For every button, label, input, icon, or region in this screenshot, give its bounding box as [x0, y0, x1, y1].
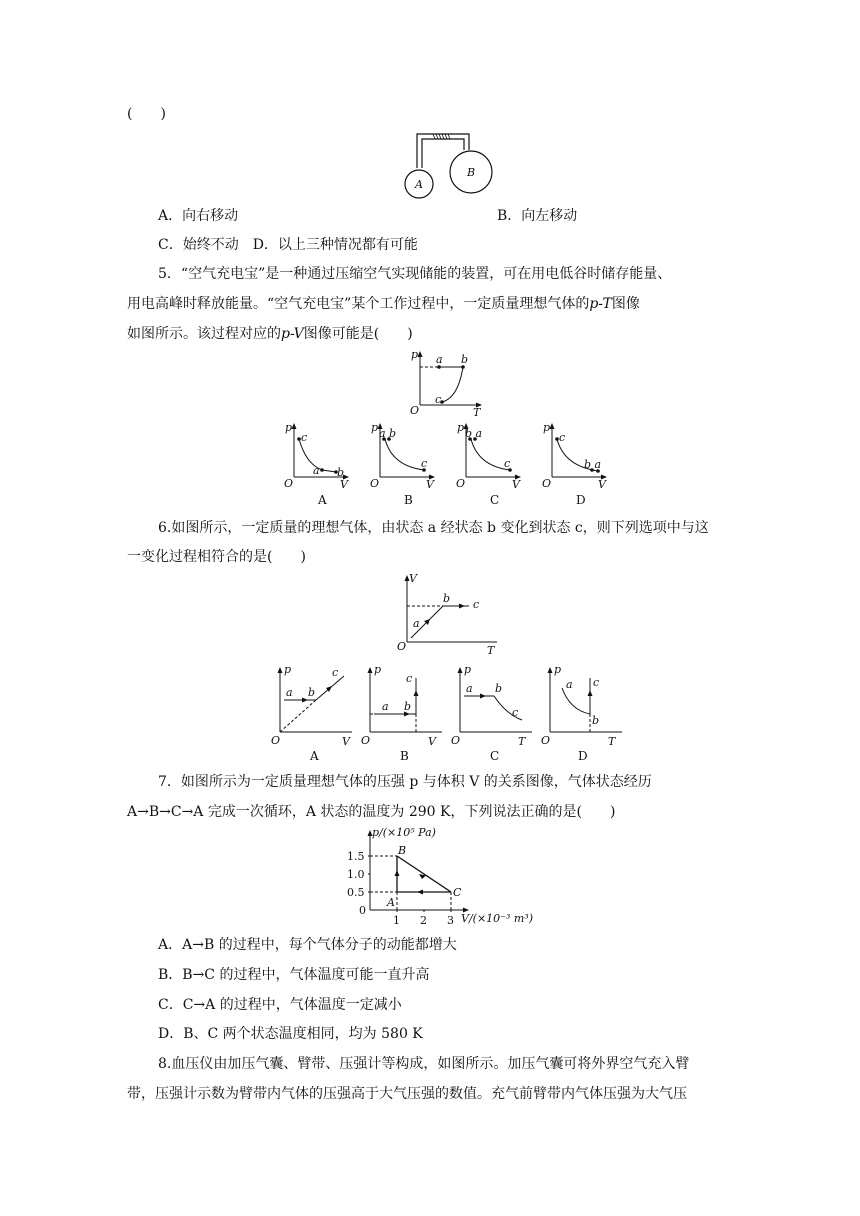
- svg-text:B: B: [398, 844, 407, 857]
- svg-text:a: a: [382, 700, 389, 713]
- svg-text:V: V: [428, 735, 436, 748]
- svg-text:V: V: [340, 478, 348, 491]
- q5-text-line3: 如图所示。该过程对应的p-V图像可能是( ): [127, 326, 413, 342]
- svg-text:1.0: 1.0: [347, 868, 365, 881]
- svg-text:p: p: [457, 421, 465, 434]
- svg-text:V: V: [426, 478, 434, 491]
- q5-caption-d: D: [576, 493, 586, 507]
- svg-text:a: a: [566, 678, 573, 691]
- q7-text-line2: A→B→C→A 完成一次循环，A 状态的温度为 290 K，下列说法正确的是( ): [127, 804, 616, 820]
- svg-text:O: O: [370, 477, 380, 490]
- svg-text:O: O: [542, 477, 552, 490]
- svg-text:V: V: [598, 478, 606, 491]
- svg-text:a: a: [286, 686, 293, 699]
- svg-text:p: p: [411, 348, 419, 361]
- svg-text:b a: b a: [465, 427, 483, 440]
- svg-text:O: O: [410, 404, 420, 417]
- q6-text-line1: 6.如图所示，一定质量的理想气体，由状态 a 经状态 b 变化到状态 c，则下列选项中与这: [158, 520, 709, 536]
- svg-text:2: 2: [420, 914, 427, 927]
- q6-caption-c: C: [490, 749, 500, 763]
- svg-text:O: O: [361, 734, 371, 747]
- svg-text:p: p: [374, 663, 382, 676]
- q4-figure: [395, 128, 505, 208]
- q5-caption-a: A: [318, 493, 327, 507]
- svg-text:O: O: [456, 477, 466, 490]
- q5-option-c-graph: [454, 422, 524, 508]
- q4-option-cd: C．始终不动 D．以上三种情况都有可能: [158, 237, 418, 253]
- svg-text:3: 3: [447, 914, 454, 927]
- q8-text-line1: 8.血压仪由加压气囊、臂带、压强计等构成，如图所示。加压气囊可将外界空气充入臂: [158, 1056, 690, 1072]
- q6-option-a-graph: [270, 664, 360, 764]
- svg-text:c: c: [301, 431, 308, 444]
- svg-text:b: b: [337, 466, 345, 479]
- svg-text:b: b: [308, 686, 316, 699]
- q6-caption-b: B: [400, 749, 409, 763]
- bulb-b-label: B: [467, 166, 476, 179]
- q5-main-graph: [408, 348, 498, 419]
- q6-option-b-graph: [360, 664, 450, 764]
- q6-main-graph: [397, 572, 507, 662]
- svg-text:O: O: [451, 734, 461, 747]
- q4-answer-bracket: ( ): [127, 106, 166, 122]
- svg-text:T: T: [473, 406, 481, 419]
- q7-option-b: B．B→C 的过程中，气体温度可能一直升高: [158, 967, 430, 983]
- svg-text:p: p: [284, 663, 292, 676]
- svg-text:p: p: [464, 663, 472, 676]
- svg-text:c: c: [593, 676, 600, 689]
- q6-option-c-graph: [450, 664, 540, 764]
- svg-text:O: O: [284, 477, 294, 490]
- svg-text:O: O: [397, 640, 407, 653]
- svg-text:p: p: [543, 421, 551, 434]
- svg-text:c: c: [504, 457, 511, 470]
- svg-text:0: 0: [359, 904, 366, 917]
- q7-y-axis-label: p/(×10⁵ Pa): [372, 826, 436, 839]
- q5-caption-b: B: [404, 493, 413, 507]
- svg-text:O: O: [271, 734, 281, 747]
- q7-pv-graph: [345, 826, 555, 930]
- q4-option-a: A．向右移动: [158, 208, 239, 224]
- svg-text:a b: a b: [379, 427, 397, 440]
- q6-caption-d: D: [578, 749, 588, 763]
- svg-text:c: c: [332, 666, 339, 679]
- q6-text-line2: 一变化过程相符合的是( ): [127, 549, 306, 565]
- svg-text:T: T: [608, 735, 616, 748]
- svg-text:V: V: [342, 735, 350, 748]
- svg-text:c: c: [559, 431, 566, 444]
- q4-option-b: B．向左移动: [497, 208, 578, 224]
- svg-text:c: c: [421, 457, 428, 470]
- svg-text:a: a: [436, 353, 443, 366]
- q5-option-d-graph: [540, 422, 610, 508]
- svg-text:A: A: [387, 896, 395, 909]
- svg-text:b: b: [443, 592, 451, 605]
- svg-text:T: T: [518, 735, 526, 748]
- q5-option-a-graph: [282, 422, 352, 508]
- svg-text:b: b: [592, 714, 600, 727]
- q5-text-line1: 5．“空气充电宝”是一种通过压缩空气实现储能的装置，可在用电低谷时储存能量、: [158, 266, 672, 282]
- q8-text-line2: 带，压强计示数为臂带内气体的压强高于大气压强的数值。充气前臂带内气体压强为大气压: [127, 1086, 687, 1102]
- svg-text:a: a: [413, 617, 420, 630]
- svg-text:a: a: [313, 464, 320, 477]
- q6-option-d-graph: [540, 664, 630, 764]
- svg-text:p: p: [285, 421, 293, 434]
- svg-text:p: p: [371, 421, 379, 434]
- svg-text:C: C: [453, 886, 462, 899]
- svg-text:c: c: [512, 706, 519, 719]
- q5-option-b-graph: [368, 422, 438, 508]
- svg-text:a: a: [466, 682, 473, 695]
- q6-caption-a: A: [310, 749, 319, 763]
- svg-text:b: b: [495, 682, 503, 695]
- svg-text:V: V: [409, 572, 417, 585]
- svg-text:p: p: [554, 663, 562, 676]
- q7-option-d: D．B、C 两个状态温度相同，均为 580 K: [158, 1026, 423, 1042]
- q5-text-line2: 用电高峰时释放能量。“空气充电宝”某个工作过程中，一定质量理想气体的p-T图像: [127, 296, 640, 312]
- svg-text:V: V: [512, 478, 520, 491]
- q7-x-axis-label: V/(×10⁻³ m³): [461, 912, 533, 925]
- svg-text:b: b: [404, 700, 412, 713]
- q7-option-a: A．A→B 的过程中，每个气体分子的动能都增大: [158, 937, 457, 953]
- svg-text:1.5: 1.5: [347, 850, 365, 863]
- svg-text:1: 1: [393, 914, 400, 927]
- bulb-a-label: A: [415, 178, 423, 191]
- svg-text:O: O: [541, 734, 551, 747]
- svg-text:c: c: [435, 393, 442, 406]
- q7-option-c: C．C→A 的过程中，气体温度一定减小: [158, 997, 402, 1013]
- svg-text:c: c: [406, 672, 413, 685]
- svg-text:b a: b a: [584, 458, 602, 471]
- svg-text:c: c: [473, 598, 480, 611]
- q5-caption-c: C: [490, 493, 500, 507]
- svg-text:b: b: [461, 353, 469, 366]
- q7-text-line1: 7．如图所示为一定质量理想气体的压强 p 与体积 V 的关系图像，气体状态经历: [158, 774, 652, 790]
- svg-text:T: T: [487, 644, 495, 657]
- svg-text:0.5: 0.5: [347, 886, 365, 899]
